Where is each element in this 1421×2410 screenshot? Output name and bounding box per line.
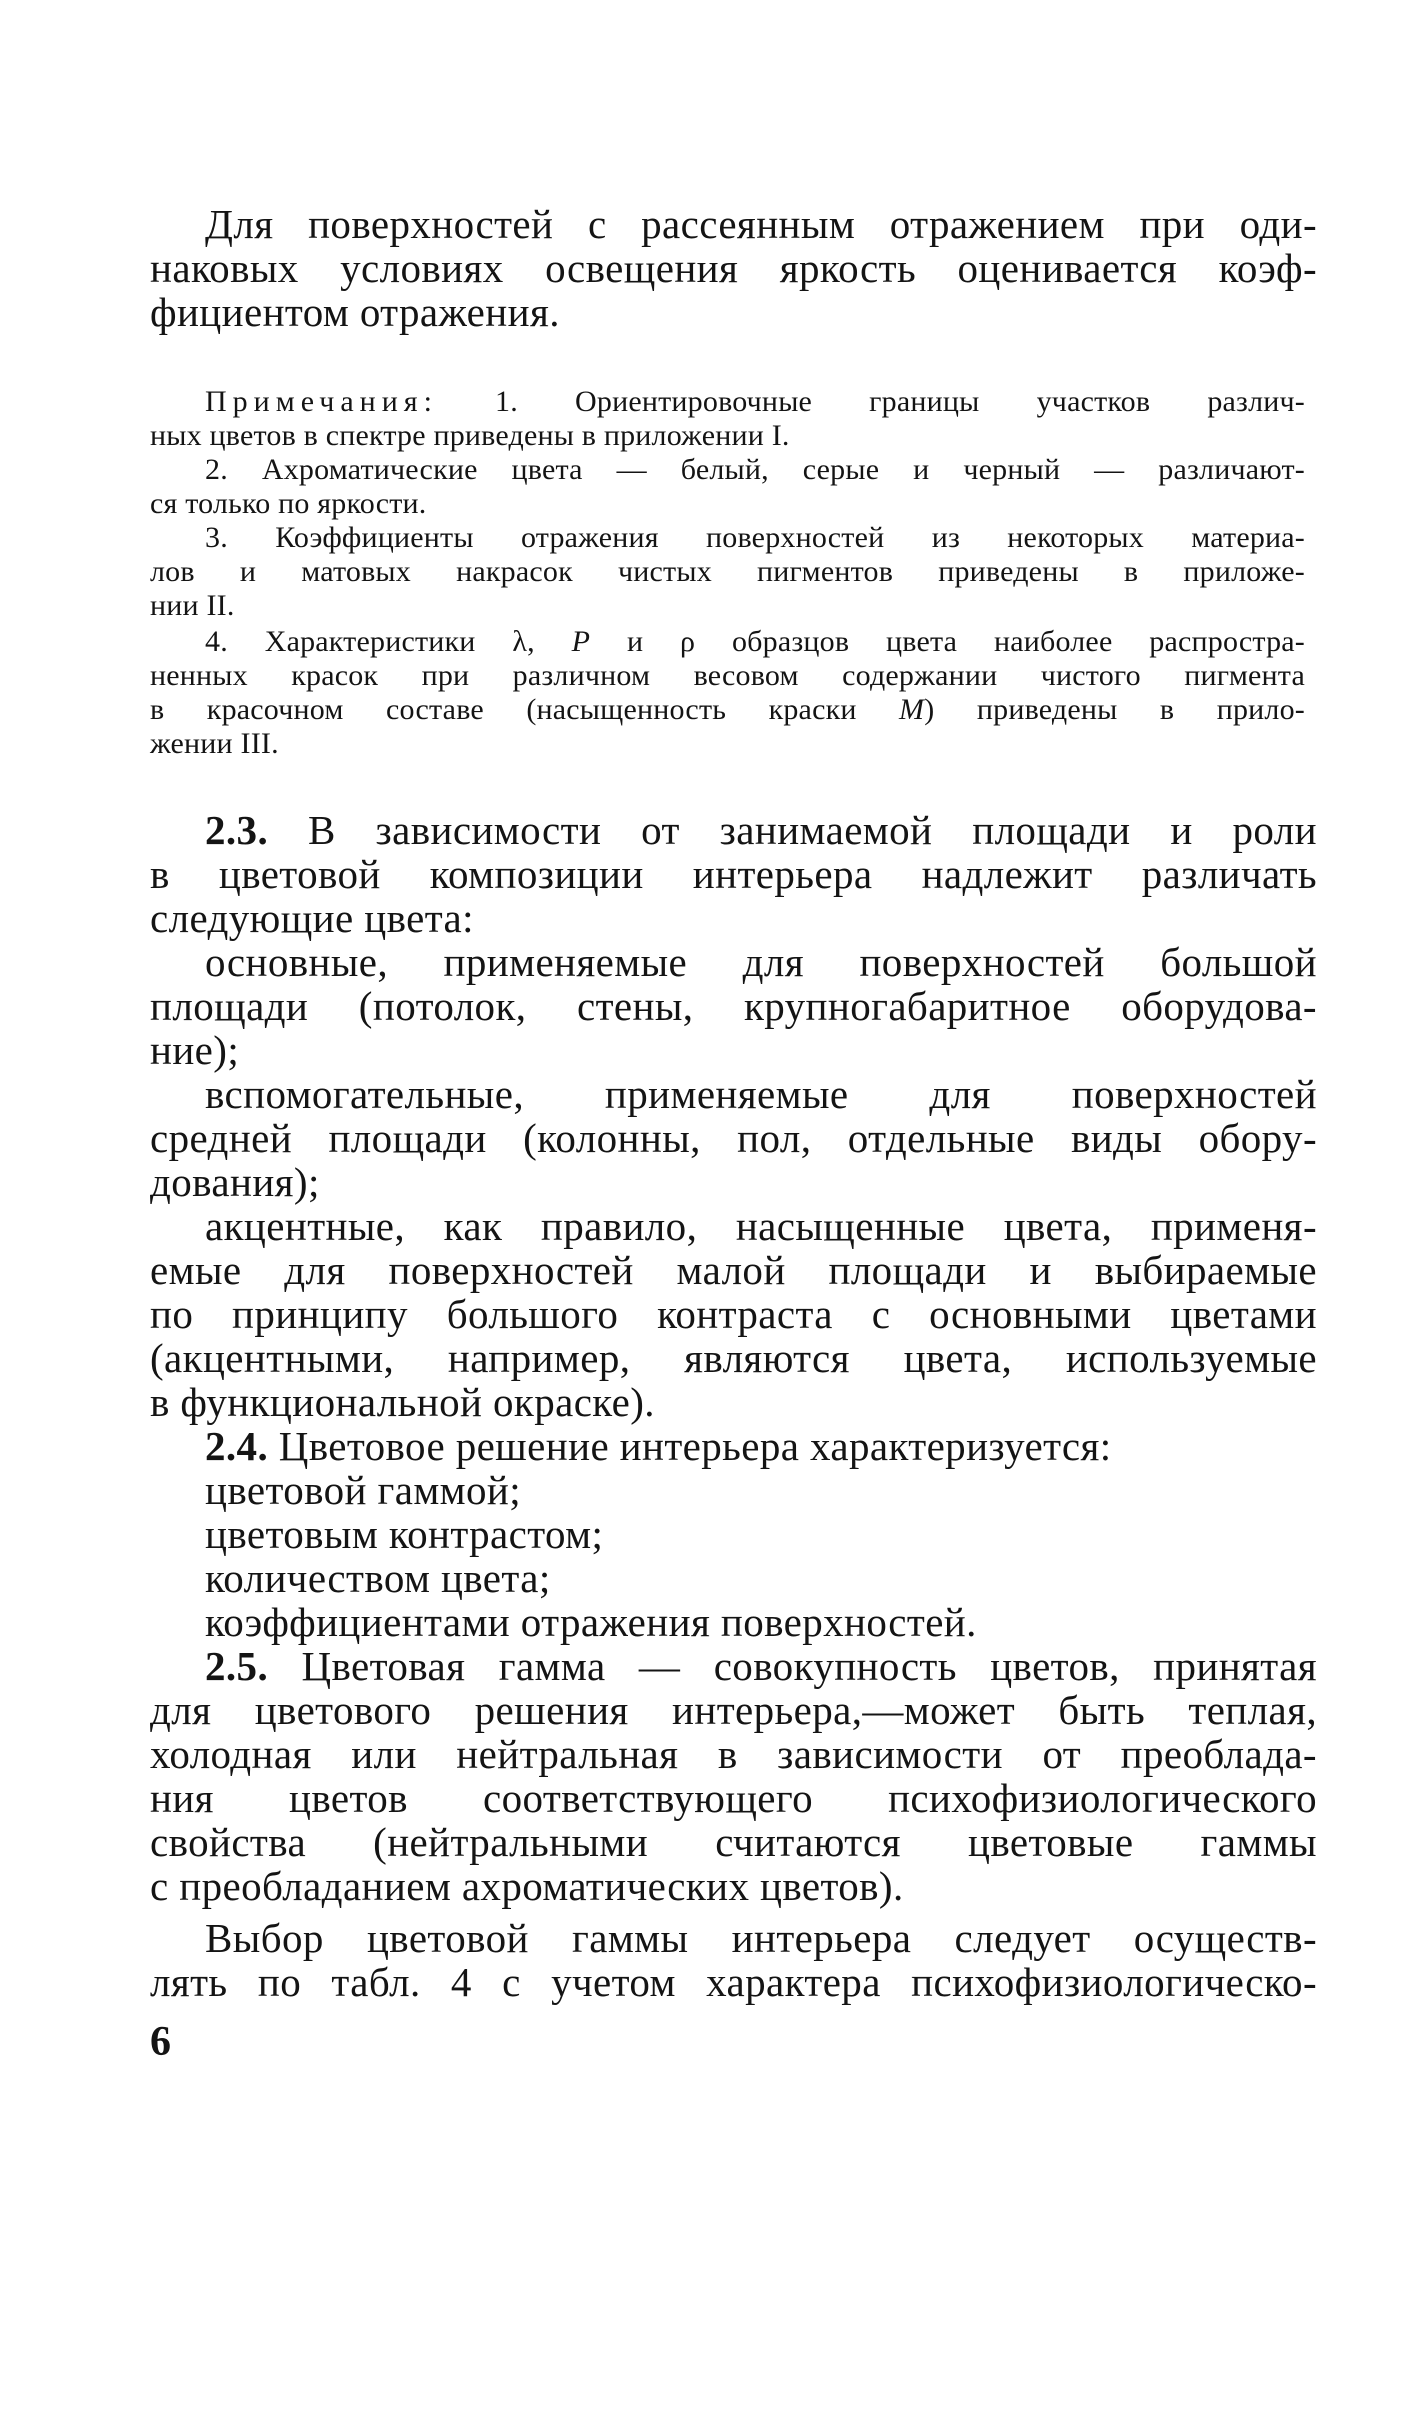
s23-line-1: 2.3. В зависимости от занимаемой площади и роли [205,807,1317,853]
s23-aux-line-2: средней площади (колонны, пол, отдельные виды обору- [150,1115,1317,1161]
s25-line-4: ния цветов соответствующего психофизиологического [150,1775,1317,1821]
s23-basic-line-1: основные, применяемые для поверхностей большой [205,939,1317,985]
note-1-line-1: Примечания: 1. Ориентировочные границы участков различ- [205,385,1305,418]
s23-basic-line-2: площади (потолок, стены, крупногабаритное оборудова- [150,983,1317,1029]
note-3-line-2: лов и матовых накрасок чистых пигментов приведены в приложе- [150,555,1305,588]
s23-line-2: в цветовой композиции интерьера надлежит различать [150,851,1317,897]
s25-line-5: свойства (нейтральными считаются цветовые гаммы [150,1819,1317,1865]
s25-choice-line-1: Выбор цветовой гаммы интерьера следует осуществ- [205,1915,1317,1961]
s23-number: 2.3. [205,807,269,853]
s23-aux-line-3: дования); [150,1159,320,1205]
s25-line-6: с преобладанием ахроматических цветов). [150,1863,904,1909]
s24-line-1: 2.4. Цветовое решение интерьера характеризуется: [205,1423,1112,1469]
note-4-line-1: 4. Характеристики λ, P и ρ образцов цвета наиболее распростра- [205,625,1305,658]
note-1-line-2: ных цветов в спектре приведены в приложении I. [150,419,790,452]
note-4-line-2: ненных красок при различном весовом содержании чистого пигмента [150,659,1305,692]
note-4-line-3: в красочном составе (насыщенность краски M) приведены в прило- [150,693,1305,726]
intro-line-1: Для поверхностей с рассеянным отражением при оди- [205,201,1317,247]
s23-accent-line-1: акцентные, как правило, насыщенные цвета, применя- [205,1203,1317,1249]
s23-accent-line-2: емые для поверхностей малой площади и выбираемые [150,1247,1317,1293]
notes-title: Примечания: [205,385,438,418]
intro-line-2: наковых условиях освещения яркость оценивается коэф- [150,245,1317,291]
s25-line-1: 2.5. Цветовая гамма — совокупность цветов, принятая [205,1643,1317,1689]
s24-number: 2.4. [205,1423,269,1469]
s23-accent-line-4: (акцентными, например, являются цвета, используемые [150,1335,1317,1381]
s23-accent-line-5: в функциональной окраске). [150,1379,655,1425]
s24-item-1: цветовой гаммой; [205,1467,522,1513]
note-3-line-3: нии II. [150,589,235,622]
s23-line-3: следующие цвета: [150,895,474,941]
page-number: 6 [150,2019,171,2065]
s25-number: 2.5. [205,1643,269,1689]
s23-basic-line-3: ние); [150,1027,240,1073]
note-4-line-4: жении III. [150,727,279,760]
s24-item-2: цветовым контрастом; [205,1511,604,1557]
s24-item-4: коэффициентами отражения поверхностей. [205,1599,977,1645]
s25-choice-line-2: лять по табл. 4 с учетом характера психофизиологическо- [150,1959,1317,2005]
note-2-line-1: 2. Ахроматические цвета — белый, серые и черный — различают- [205,453,1305,486]
s23-accent-line-3: по принципу большого контраста с основными цветами [150,1291,1317,1337]
note-2-line-2: ся только по яркости. [150,487,427,520]
note-3-line-1: 3. Коэффициенты отражения поверхностей из некоторых материа- [205,521,1305,554]
s24-item-3: количеством цвета; [205,1555,551,1601]
s25-line-2: для цветового решения интерьера,—может быть теплая, [150,1687,1317,1733]
s23-aux-line-1: вспомогательные, применяемые для поверхностей [205,1071,1317,1117]
s25-line-3: холодная или нейтральная в зависимости от преоблада- [150,1731,1317,1777]
intro-line-3: фициентом отражения. [150,289,560,335]
